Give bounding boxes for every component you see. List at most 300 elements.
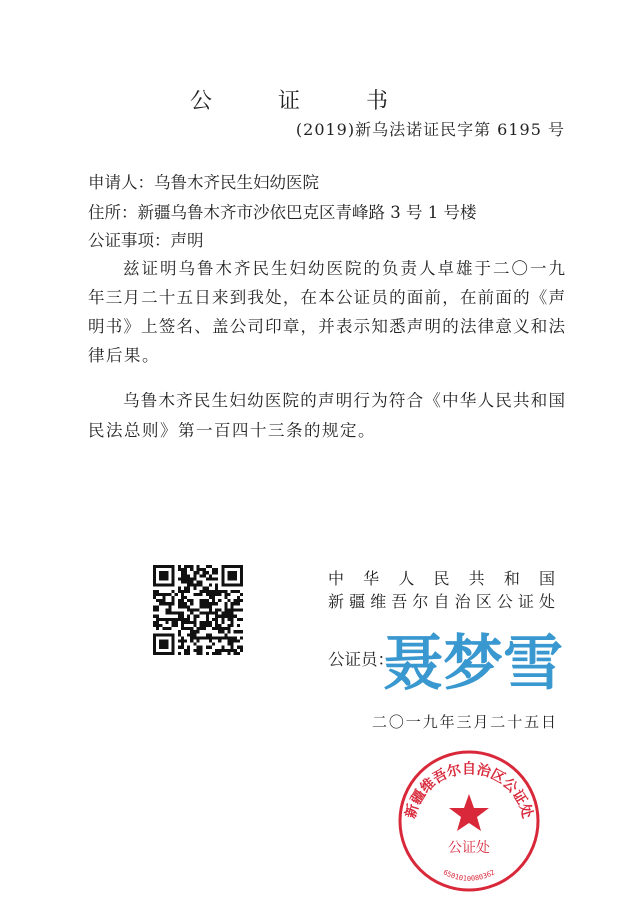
qr-module (196, 615, 199, 618)
qr-module (181, 568, 184, 571)
qr-module (234, 599, 237, 602)
qr-module (234, 652, 237, 655)
qr-module (200, 593, 203, 596)
qr-module (178, 639, 181, 642)
qr-module (169, 608, 172, 611)
qr-module (196, 565, 199, 568)
qr-module (169, 618, 172, 621)
qr-module (190, 577, 193, 580)
qr-module (221, 627, 224, 630)
qr-module (172, 602, 175, 605)
qr-module (190, 636, 193, 639)
qr-module (206, 571, 209, 574)
qr-module (175, 593, 178, 596)
qr-module (212, 593, 215, 596)
qr-module (218, 649, 221, 652)
qr-module (209, 639, 212, 642)
qr-module (212, 652, 215, 655)
qr-module (196, 630, 199, 633)
qr-module (181, 571, 184, 574)
qr-module (187, 608, 190, 611)
qr-module (237, 608, 240, 611)
qr-module (224, 596, 227, 599)
qr-module (153, 596, 156, 599)
qr-module (181, 577, 184, 580)
qr-module (156, 615, 159, 618)
qr-module (209, 624, 212, 627)
qr-module (184, 618, 187, 621)
qr-module (240, 646, 243, 649)
qr-module (234, 608, 237, 611)
qr-module (169, 605, 172, 608)
qr-module (224, 608, 227, 611)
qr-module (218, 639, 221, 642)
qr-module (224, 627, 227, 630)
qr-module (224, 602, 227, 605)
qr-module (184, 596, 187, 599)
svg-text:6501010080362: 6501010080362 (441, 868, 497, 883)
qr-module (165, 612, 168, 615)
qr-module (181, 574, 184, 577)
qr-module (215, 612, 218, 615)
svg-text:公证处: 公证处 (448, 840, 490, 856)
qr-module (203, 602, 206, 605)
qr-module (212, 602, 215, 605)
qr-module (209, 593, 212, 596)
qr-module (156, 605, 159, 608)
qr-module (234, 590, 237, 593)
qr-module (206, 636, 209, 639)
qr-module (184, 590, 187, 593)
qr-module (231, 639, 234, 642)
body-line: 年三月二十五日来到我处，在本公证员的面前，在前面的《声 (88, 288, 565, 307)
qr-module (178, 599, 181, 602)
qr-module (215, 568, 218, 571)
qr-module (162, 596, 165, 599)
qr-module (215, 584, 218, 587)
qr-module (221, 636, 224, 639)
qr-module (159, 602, 162, 605)
qr-module (209, 621, 212, 624)
qr-module (178, 602, 181, 605)
qr-module (169, 627, 172, 630)
qr-module (224, 593, 227, 596)
qr-module (162, 602, 165, 605)
qr-module (218, 608, 221, 611)
official-seal (396, 748, 542, 894)
qr-module (231, 624, 234, 627)
issuer-office: 新疆维吾尔自治区公证处 (328, 592, 555, 611)
qr-module (156, 590, 159, 593)
qr-module (224, 615, 227, 618)
qr-module (206, 633, 209, 636)
qr-module (234, 615, 237, 618)
qr-module (209, 646, 212, 649)
qr-module (162, 599, 165, 602)
qr-module (221, 649, 224, 652)
qr-module (172, 624, 175, 627)
body-line: 兹证明乌鲁木齐民生妇幼医院的负责人卓雄于二〇一九 (123, 259, 565, 278)
qr-code (153, 565, 243, 655)
qr-module (212, 599, 215, 602)
qr-module (212, 596, 215, 599)
qr-module (184, 565, 187, 568)
qr-module (196, 646, 199, 649)
qr-module (181, 624, 184, 627)
qr-module (181, 643, 184, 646)
qr-module (240, 636, 243, 639)
qr-module (184, 649, 187, 652)
qr-module (212, 612, 215, 615)
qr-module (203, 599, 206, 602)
qr-module (215, 593, 218, 596)
qr-module (153, 593, 156, 596)
qr-module (218, 624, 221, 627)
qr-module (200, 584, 203, 587)
body-line: 民法总则》第一百四十三条的规定。 (88, 421, 376, 440)
qr-module (200, 599, 203, 602)
qr-module (193, 649, 196, 652)
qr-module (175, 621, 178, 624)
qr-module (193, 608, 196, 611)
qr-module (184, 568, 187, 571)
qr-module (190, 568, 193, 571)
qr-module (200, 624, 203, 627)
qr-finder (227, 571, 236, 580)
qr-module (187, 565, 190, 568)
qr-module (237, 630, 240, 633)
qr-module (193, 636, 196, 639)
qr-module (200, 636, 203, 639)
qr-module (227, 649, 230, 652)
qr-module (187, 599, 190, 602)
qr-module (212, 571, 215, 574)
qr-module (193, 630, 196, 633)
qr-module (203, 590, 206, 593)
qr-module (231, 615, 234, 618)
qr-module (231, 636, 234, 639)
qr-module (212, 627, 215, 630)
qr-module (231, 605, 234, 608)
qr-module (193, 633, 196, 636)
qr-module (193, 621, 196, 624)
qr-module (187, 633, 190, 636)
applicant: 申请人：乌鲁木齐民生妇幼医院 (88, 173, 319, 192)
qr-module (227, 627, 230, 630)
qr-module (224, 633, 227, 636)
qr-module (215, 624, 218, 627)
qr-module (209, 596, 212, 599)
qr-module (196, 571, 199, 574)
qr-module (193, 618, 196, 621)
qr-module (209, 633, 212, 636)
qr-module (215, 636, 218, 639)
qr-module (200, 612, 203, 615)
qr-module (227, 599, 230, 602)
qr-module (200, 652, 203, 655)
qr-module (224, 590, 227, 593)
qr-module (156, 627, 159, 630)
qr-module (206, 565, 209, 568)
qr-module (215, 571, 218, 574)
date: 二〇一九年三月二十五日 (372, 713, 556, 731)
body-line: 律后果。 (88, 346, 160, 365)
qr-module (196, 649, 199, 652)
qr-module (156, 618, 159, 621)
document-number: (2019)新乌法诺证民字第 6195 号 (295, 120, 565, 139)
qr-module (172, 621, 175, 624)
qr-module (181, 627, 184, 630)
qr-module (153, 608, 156, 611)
qr-module (206, 593, 209, 596)
qr-module (227, 593, 230, 596)
qr-module (206, 646, 209, 649)
qr-module (159, 593, 162, 596)
qr-module (181, 612, 184, 615)
qr-module (187, 649, 190, 652)
qr-module (193, 643, 196, 646)
qr-module (187, 584, 190, 587)
qr-module (175, 618, 178, 621)
qr-module (181, 639, 184, 642)
qr-module (240, 593, 243, 596)
qr-module (212, 568, 215, 571)
qr-module (231, 621, 234, 624)
qr-module (184, 639, 187, 642)
qr-module (212, 618, 215, 621)
qr-module (187, 577, 190, 580)
qr-module (203, 636, 206, 639)
qr-module (227, 652, 230, 655)
qr-module (196, 636, 199, 639)
qr-module (178, 565, 181, 568)
qr-module (196, 593, 199, 596)
qr-module (212, 590, 215, 593)
qr-module (206, 615, 209, 618)
qr-module (187, 581, 190, 584)
qr-module (209, 636, 212, 639)
qr-module (203, 624, 206, 627)
notary-label: 公证员： (328, 650, 394, 669)
qr-module (231, 612, 234, 615)
qr-module (187, 574, 190, 577)
qr-module (187, 621, 190, 624)
qr-module (227, 643, 230, 646)
notary-signature (383, 618, 563, 700)
qr-module (234, 639, 237, 642)
qr-module (227, 618, 230, 621)
qr-module (206, 577, 209, 580)
qr-module (227, 639, 230, 642)
qr-module (178, 652, 181, 655)
qr-module (165, 627, 168, 630)
qr-module (203, 627, 206, 630)
qr-module (200, 602, 203, 605)
qr-module (209, 584, 212, 587)
qr-module (193, 577, 196, 580)
qr-module (200, 581, 203, 584)
qr-module (187, 605, 190, 608)
qr-module (187, 615, 190, 618)
qr-module (215, 587, 218, 590)
qr-module (175, 624, 178, 627)
qr-module (181, 590, 184, 593)
qr-module (162, 593, 165, 596)
qr-module (218, 590, 221, 593)
qr-module (206, 618, 209, 621)
qr-module (196, 652, 199, 655)
qr-module (184, 587, 187, 590)
qr-module (162, 627, 165, 630)
qr-module (218, 636, 221, 639)
qr-module (212, 577, 215, 580)
qr-module (162, 618, 165, 621)
qr-module (218, 599, 221, 602)
qr-module (196, 581, 199, 584)
qr-module (221, 612, 224, 615)
qr-module (178, 630, 181, 633)
qr-module (193, 624, 196, 627)
qr-module (203, 612, 206, 615)
qr-module (169, 602, 172, 605)
qr-module (181, 646, 184, 649)
qr-module (215, 649, 218, 652)
qr-module (221, 621, 224, 624)
qr-module (190, 599, 193, 602)
qr-module (156, 621, 159, 624)
seal-star-icon (449, 794, 489, 831)
qr-module (227, 630, 230, 633)
qr-module (221, 630, 224, 633)
qr-module (190, 627, 193, 630)
qr-module (212, 643, 215, 646)
qr-module (215, 602, 218, 605)
qr-module (231, 608, 234, 611)
qr-module (178, 615, 181, 618)
qr-module (240, 599, 243, 602)
qr-module (172, 618, 175, 621)
qr-module (196, 627, 199, 630)
address: 住所：新疆乌鲁木齐市沙依巴克区青峰路 3 号 1 号楼 (88, 203, 477, 222)
qr-module (190, 633, 193, 636)
qr-module (209, 608, 212, 611)
qr-module (221, 590, 224, 593)
qr-module (187, 646, 190, 649)
qr-module (196, 568, 199, 571)
qr-module (165, 618, 168, 621)
qr-module (234, 630, 237, 633)
qr-module (178, 633, 181, 636)
qr-module (234, 602, 237, 605)
qr-module (153, 621, 156, 624)
qr-module (221, 615, 224, 618)
qr-module (193, 571, 196, 574)
qr-module (193, 574, 196, 577)
qr-module (156, 593, 159, 596)
qr-module (231, 590, 234, 593)
qr-module (218, 627, 221, 630)
qr-module (209, 590, 212, 593)
qr-module (212, 636, 215, 639)
qr-module (200, 574, 203, 577)
qr-module (218, 615, 221, 618)
qr-module (172, 612, 175, 615)
qr-module (190, 584, 193, 587)
qr-module (231, 602, 234, 605)
qr-module (240, 618, 243, 621)
qr-module (203, 574, 206, 577)
qr-module (184, 602, 187, 605)
qr-module (203, 621, 206, 624)
qr-module (187, 587, 190, 590)
qr-module (215, 608, 218, 611)
qr-module (184, 627, 187, 630)
qr-module (237, 596, 240, 599)
qr-module (190, 565, 193, 568)
qr-module (184, 621, 187, 624)
qr-module (165, 608, 168, 611)
qr-module (206, 652, 209, 655)
qr-module (178, 577, 181, 580)
qr-module (193, 587, 196, 590)
qr-module (178, 568, 181, 571)
qr-module (221, 646, 224, 649)
qr-module (234, 636, 237, 639)
qr-module (187, 652, 190, 655)
qr-module (153, 590, 156, 593)
qr-module (218, 630, 221, 633)
qr-module (237, 590, 240, 593)
qr-module (193, 593, 196, 596)
qr-module (209, 605, 212, 608)
qr-module (190, 639, 193, 642)
qr-module (159, 599, 162, 602)
qr-module (187, 627, 190, 630)
qr-module (172, 599, 175, 602)
qr-module (184, 577, 187, 580)
qr-module (181, 636, 184, 639)
qr-module (196, 639, 199, 642)
qr-module (181, 581, 184, 584)
qr-module (227, 608, 230, 611)
qr-module (200, 627, 203, 630)
qr-module (231, 649, 234, 652)
qr-module (190, 602, 193, 605)
qr-module (184, 652, 187, 655)
qr-module (203, 571, 206, 574)
qr-module (165, 593, 168, 596)
qr-module (165, 602, 168, 605)
qr-module (181, 618, 184, 621)
qr-module (206, 602, 209, 605)
qr-module (224, 636, 227, 639)
qr-module (237, 639, 240, 642)
qr-module (181, 599, 184, 602)
qr-module (190, 612, 193, 615)
qr-module (169, 593, 172, 596)
qr-module (172, 596, 175, 599)
qr-module (159, 624, 162, 627)
qr-module (184, 574, 187, 577)
qr-module (227, 636, 230, 639)
notarial-matter: 公证事项：声明 (88, 231, 204, 250)
qr-module (178, 605, 181, 608)
qr-module (215, 615, 218, 618)
body-line: 乌鲁木齐民生妇幼医院的声明行为符合《中华人民共和国 (123, 391, 565, 410)
issuer-country: 中华人民共和国 (328, 569, 555, 588)
qr-module (172, 590, 175, 593)
qr-module (184, 571, 187, 574)
